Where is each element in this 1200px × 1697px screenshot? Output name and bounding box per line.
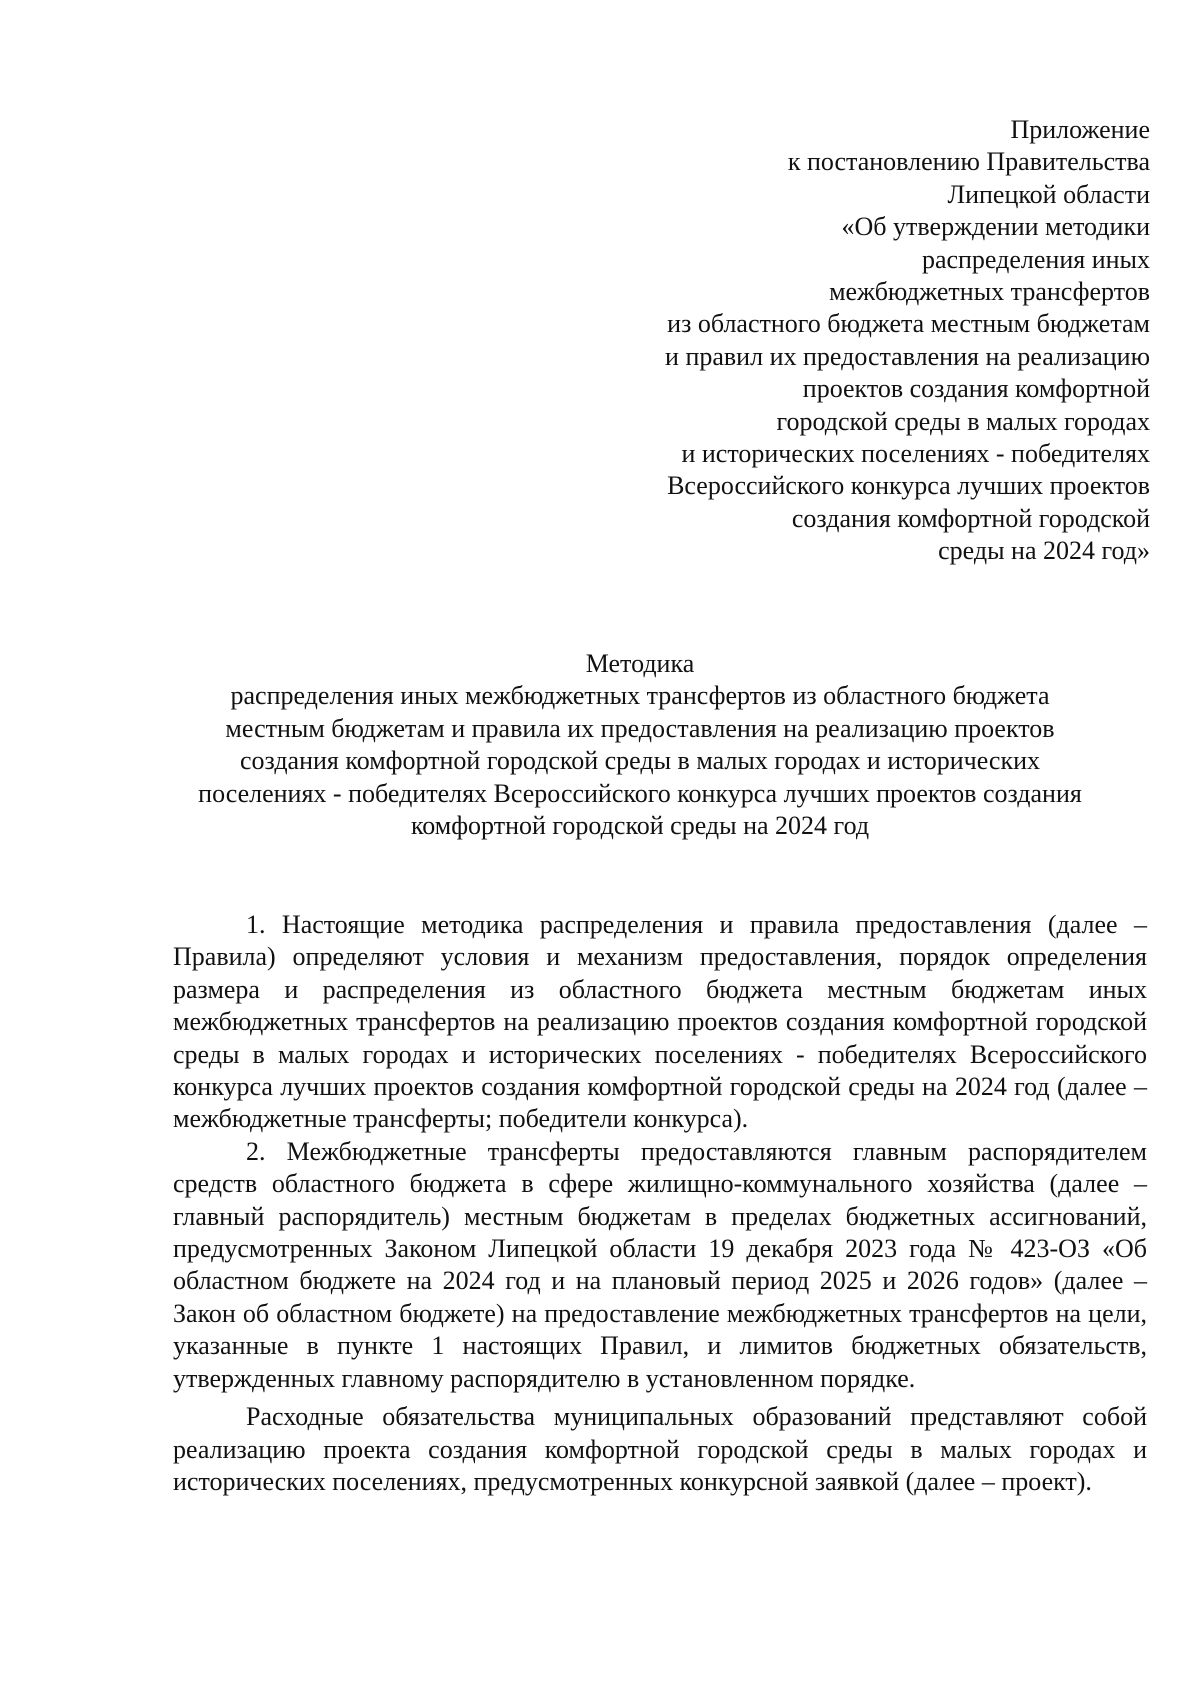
title-line: комфортной городской среды на 2024 год bbox=[410, 811, 870, 841]
appendix-line: и исторических поселениях - победителях bbox=[681, 439, 1150, 469]
appendix-line: среды на 2024 год» bbox=[938, 536, 1150, 566]
title-line: распределения иных межбюджетных трансфертов из областного бюджета bbox=[230, 681, 1050, 711]
title-line: поселениях - победителях Всероссийского конкурса лучших проектов создания bbox=[198, 778, 1082, 808]
appendix-line: Приложение bbox=[1010, 115, 1150, 144]
appendix-line: распределения иных bbox=[921, 244, 1150, 274]
appendix-line: к постановлению Правительства bbox=[787, 147, 1150, 177]
appendix-line: Липецкой области bbox=[947, 179, 1150, 209]
appendix-line: из областного бюджета местным бюджетам bbox=[667, 309, 1150, 339]
appendix-line: межбюджетных трансфертов bbox=[829, 277, 1150, 307]
appendix-line: городской среды в малых городах bbox=[776, 406, 1150, 436]
paragraph-3: Расходные обязательства муниципальных образований представляют собой реализацию проекта создания комфортной городской среды в малых городах и исторических поселениях, предусмотренных конкурсной заявкой (далее – проект). bbox=[173, 1402, 1147, 1496]
appendix-line: создания комфортной городской bbox=[791, 503, 1150, 533]
paragraph-2: 2. Межбюджетные трансферты предоставляются главным распорядителем средств областного бюджета в сфере жилищно-коммунального хозяйства (далее – главный распорядитель) местным бюджетам в пределах бюджетных ассигнований, предусмотренных Законом Липецкой области 19 декабря 2023 года № 423-ОЗ «Об областном бюджете на 2024 год и на плановый период 2025 и 2026 годов» (далее – Закон об областном бюджете) на предоставление межбюджетных трансфертов на цели, указанные в пункте 1 настоящих Правил, и лимитов бюджетных обязательств, утвержденных главному распорядителю в установленном порядке. bbox=[173, 1136, 1147, 1393]
paragraph-1: 1. Настоящие методика распределения и правила предоставления (далее – Правила) определяют условия и механизм предоставления, порядок определения размера и распределения из областного бюджета местным бюджетам иных межбюджетных трансфертов на реализацию проектов создания комфортной городской среды в малых городах и исторических поселениях - победителях Всероссийского конкурса лучших проектов создания комфортной городской среды на 2024 год (далее – межбюджетные трансферты; победители конкурса). bbox=[173, 910, 1147, 1134]
title-heading: Методика bbox=[585, 649, 695, 678]
document-body bbox=[173, 909, 1147, 1498]
title-line: создания комфортной городской среды в малых городах и исторических bbox=[239, 746, 1040, 776]
appendix-line: «Об утверждении методики bbox=[841, 212, 1150, 242]
appendix-line: проектов создания комфортной bbox=[802, 374, 1150, 404]
appendix-line: и правил их предоставления на реализацию bbox=[665, 341, 1150, 371]
appendix-line: Всероссийского конкурса лучших проектов bbox=[667, 471, 1150, 501]
document-title bbox=[160, 648, 1120, 842]
title-line: местным бюджетам и правила их предоставления на реализацию проектов bbox=[225, 713, 1055, 743]
appendix-header bbox=[550, 114, 1150, 568]
